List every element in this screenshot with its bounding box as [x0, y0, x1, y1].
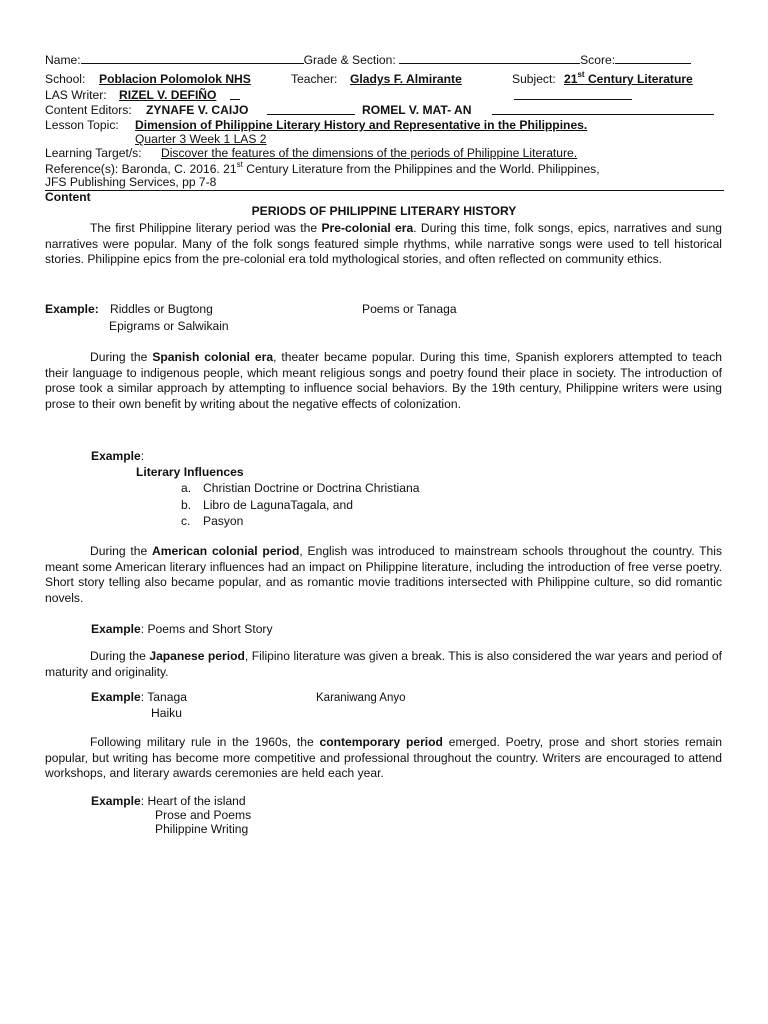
example-2-subheading: Literary Influences	[136, 465, 244, 479]
topic-label: Lesson Topic:	[45, 118, 119, 132]
example-1-item-2: Poems or Tanaga	[362, 302, 457, 316]
header-divider	[45, 190, 724, 191]
paragraph-pre-colonial	[45, 221, 722, 268]
example-1-item-1: Riddles or Bugtong	[110, 302, 213, 316]
subject-value	[564, 69, 693, 88]
reference-superscript: st	[236, 159, 243, 169]
subject-superscript: st	[577, 69, 585, 79]
list-letter: b.	[181, 498, 192, 512]
list-item	[181, 481, 419, 497]
subject-label: Subject:	[512, 72, 556, 86]
reference-b: Century Literature from the Philippines and the World. Philippines,	[242, 162, 600, 176]
subject-rest: Century Literature	[584, 72, 693, 86]
example-3-label: Example	[91, 622, 141, 636]
list-item	[181, 498, 353, 514]
teacher-value: Gladys F. Almirante	[350, 72, 462, 86]
score-blank[interactable]	[615, 52, 691, 64]
list-text: Christian Doctrine or Doctrina Christiana	[203, 481, 420, 495]
p1-text-a: The first Philippine literary period was the	[90, 221, 322, 235]
reference-line-2: JFS Publishing Services, pp 7-8	[45, 175, 217, 189]
p4-text-c: , Filipino literature was given a break. This is also considered the war years and period of maturity and originality.	[45, 649, 722, 679]
example-4-label: Example	[91, 690, 141, 704]
p1-text-c: . During this time, folk songs, epics, narratives and sung narratives were popular. Many of the folk songs featured simple rhythms, while narrative songs were used to tell historical stories. Philippine epics from the pre-colonial era told mythological stories, and often reflected on community ethics.	[45, 221, 722, 266]
p5-text-c: emerged. Poetry, prose and short stories remain popular, but writing has become more competitive and professional throughout the country. Writers are encouraged to attend workshops, and literary awards ceremonies are held each year.	[45, 735, 722, 780]
section-title: PERIODS OF PHILIPPINE LITERARY HISTORY	[251, 204, 517, 218]
quarter-value: Quarter 3 Week 1 LAS 2	[135, 132, 267, 146]
example-2-label-row	[91, 449, 144, 465]
editor-blank-2	[492, 103, 714, 115]
p5-bold: contemporary period	[319, 735, 443, 749]
writer-blank	[230, 88, 240, 100]
score-label: Score:	[580, 53, 616, 67]
paragraph-contemporary	[45, 735, 722, 782]
example-5-item-2: Prose and Poems	[155, 808, 252, 822]
example-1-item-3: Epigrams or Salwikain	[109, 319, 229, 333]
list-letter: a.	[181, 481, 192, 495]
writer-extra-rule	[514, 88, 632, 100]
list-text: Pasyon	[203, 514, 244, 528]
example-4-row	[91, 690, 187, 706]
editor-blank-1	[267, 103, 355, 115]
example-5-label: Example	[91, 794, 141, 808]
reference-label: Reference(s):	[45, 162, 119, 176]
p2-text-c: , theater became popular. During this time, Spanish explorers attempted to teach their language to indigenous people, which meant religious songs and poetry found their place in society. The introduction of prose took a similar approach by attempting to influence social behaviors. By the 19th century, Philippine writers were using prose to their own benefit by writing about the negative effects of colonization.	[45, 350, 722, 411]
p1-bold: Pre-colonial era	[321, 221, 414, 235]
example-5-item-3: Philippine Writing	[155, 822, 249, 836]
p3-bold: American colonial period	[152, 544, 300, 558]
paragraph-japanese	[45, 649, 722, 680]
p4-text-a: During the	[90, 649, 150, 663]
target-value: Discover the features of the dimensions of the periods of Philippine Literature.	[161, 146, 578, 160]
content-label: Content	[45, 190, 91, 204]
subject-number: 21	[564, 72, 578, 86]
example-2-label: Example	[91, 449, 141, 463]
writer-label: LAS Writer:	[45, 88, 107, 102]
topic-value: Dimension of Philippine Literary History and Representative in the Philippines.	[135, 118, 588, 132]
editor-2: ROMEL V. MAT- AN	[362, 103, 472, 117]
example-3-text: : Poems and Short Story	[140, 622, 273, 636]
target-label: Learning Target/s:	[45, 146, 142, 160]
grade-blank[interactable]	[399, 52, 580, 64]
p4-bold: Japanese period	[149, 649, 245, 663]
paragraph-american	[45, 544, 722, 606]
reference-a: Baronda, C. 2016. 21	[118, 162, 237, 176]
example-1-label: Example:	[45, 302, 99, 316]
editor-1: ZYNAFE V. CAIJO	[146, 103, 249, 117]
list-letter: c.	[181, 514, 191, 528]
school-label: School:	[45, 72, 86, 86]
example-4-item-3: Haiku	[151, 706, 182, 720]
writer-value: RIZEL V. DEFIÑO	[119, 88, 217, 102]
teacher-label: Teacher:	[291, 72, 338, 86]
name-label: Name:	[45, 53, 81, 67]
list-item	[181, 514, 243, 530]
p5-text-a: Following military rule in the 1960s, the	[90, 735, 320, 749]
example-3-row	[91, 622, 273, 638]
example-4-item-2: Karaniwang Anyo	[316, 692, 406, 704]
example-5-item-1: : Heart of the island	[140, 794, 246, 808]
p3-text-a: During the	[90, 544, 153, 558]
grade-label: Grade & Section:	[303, 53, 396, 67]
p2-bold: Spanish colonial era	[152, 350, 274, 364]
paragraph-spanish	[45, 350, 722, 412]
p2-text-a: During the	[90, 350, 153, 364]
name-blank[interactable]	[81, 52, 304, 64]
name-row	[45, 52, 691, 69]
school-value: Poblacion Polomolok NHS	[99, 72, 251, 86]
example-4-item-1: : Tanaga	[140, 690, 187, 704]
example-2-colon: :	[140, 449, 145, 463]
p3-text-c: , English was introduced to mainstream schools throughout the country. This meant some American literary influences had an impact on Philippine literature, including the introduction of free verse poetry. Short story telling also became popular, and as romantic movie traditions intersected with Philippine culture, so did romantic novels.	[45, 544, 722, 605]
list-text: Libro de LagunaTagala, and	[203, 498, 353, 512]
editors-label: Content Editors:	[45, 103, 132, 117]
